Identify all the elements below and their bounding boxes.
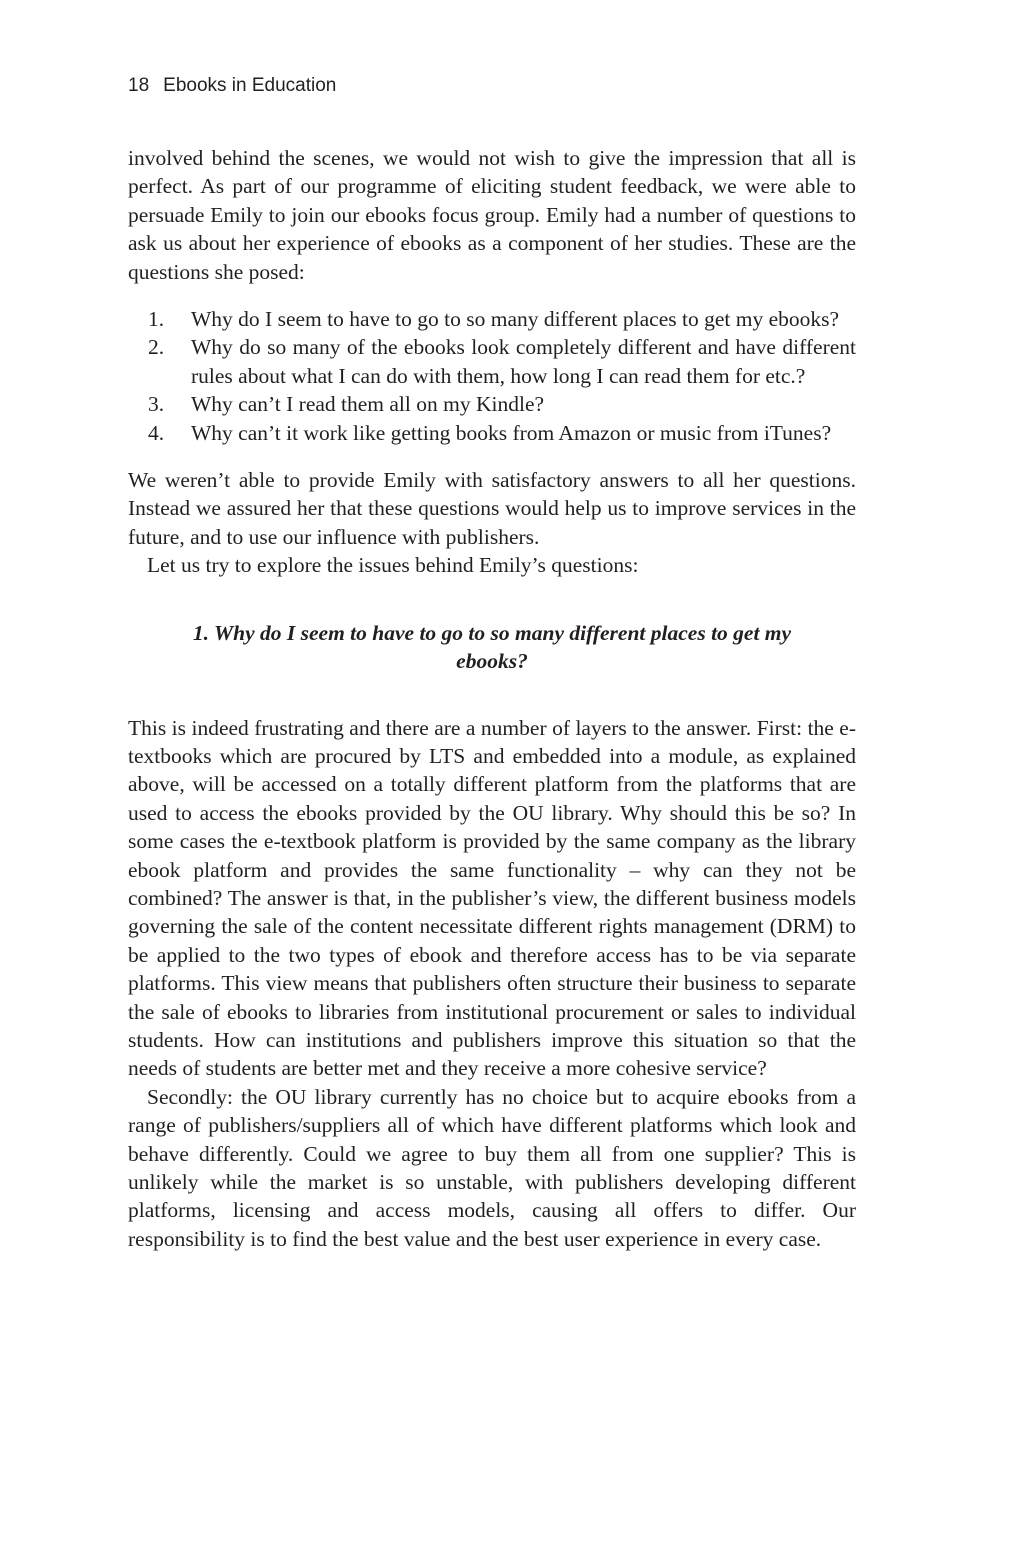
list-item-number: 2. bbox=[148, 335, 165, 360]
list-item-text: Why can’t it work like getting books from Amazon or music from iTunes? bbox=[191, 420, 832, 445]
list-item-text: Why do I seem to have to go to so many different places to get my ebooks? bbox=[191, 307, 840, 332]
questions-list bbox=[128, 305, 856, 447]
intro-paragraph: involved behind the scenes, we would not wish to give the impression that all is perfect. As part of our programme of eliciting student feedback, we were able to persuade Emily to join our ebooks focus group. Emily had a number of questions to ask us about her experience of ebooks as a component of her studies. These are the questions she posed: bbox=[128, 146, 856, 284]
list-item-text: Why can’t I read them all on my Kindle? bbox=[191, 392, 545, 417]
list-item-number: 4. bbox=[148, 420, 165, 445]
list-item bbox=[128, 305, 856, 333]
list-item bbox=[128, 390, 856, 418]
explore-paragraph: Let us try to explore the issues behind Emily’s questions: bbox=[147, 553, 639, 578]
running-title: Ebooks in Education bbox=[163, 75, 337, 96]
list-item-number: 1. bbox=[148, 307, 165, 332]
list-item-text: Why do so many of the ebooks look completely different and have different rules about what I can do with them, how long I can read them for etc.? bbox=[191, 335, 856, 388]
response-paragraph: We weren’t able to provide Emily with satisfactory answers to all her questions. Instead we assured her that these questions would help us to improve services in the future, and to use our influence with publishers. bbox=[128, 468, 856, 549]
list-item bbox=[128, 333, 856, 390]
page-number: 18 bbox=[128, 75, 150, 96]
first-answer-paragraph: This is indeed frustrating and there are a number of layers to the answer. First: the e-textbooks which are procured by LTS and embedded into a module, as explained above, will be accessed on a totally different platform from the platforms that are used to access the ebooks provided by the OU library. Why should this be so? In some cases the e-textbook platform is provided by the same company as the library ebook platform and provides the same functionality – why can they not be combined? The answer is that, in the publisher’s view, the different business models governing the sale of the content necessitate different rights management (DRM) to be applied to the two types of ebook and therefore access has to be via separate platforms. This view means that publishers often structure their business to separate the sale of ebooks to libraries from institutional procurement or sales to individual students. How can institutions and publishers improve this situation so that the needs of students are better met and they receive a more cohesive service? bbox=[128, 715, 856, 1081]
list-item bbox=[128, 419, 856, 447]
section-heading: 1. Why do I seem to have to go to so many different places to get my ebooks? bbox=[192, 620, 792, 674]
list-item-number: 3. bbox=[148, 392, 165, 417]
second-answer-paragraph: Secondly: the OU library currently has no choice but to acquire ebooks from a range of publishers/suppliers all of which have different platforms which look and behave differently. Could we agree to buy them all from one supplier? This is unlikely while the market is so unstable, with publishers developing different platforms, licensing and access models, causing all offers to differ. Our responsibility is to find the best value and the best user experience in every case. bbox=[128, 1084, 856, 1251]
body-text bbox=[128, 144, 856, 1253]
running-head bbox=[128, 75, 336, 97]
